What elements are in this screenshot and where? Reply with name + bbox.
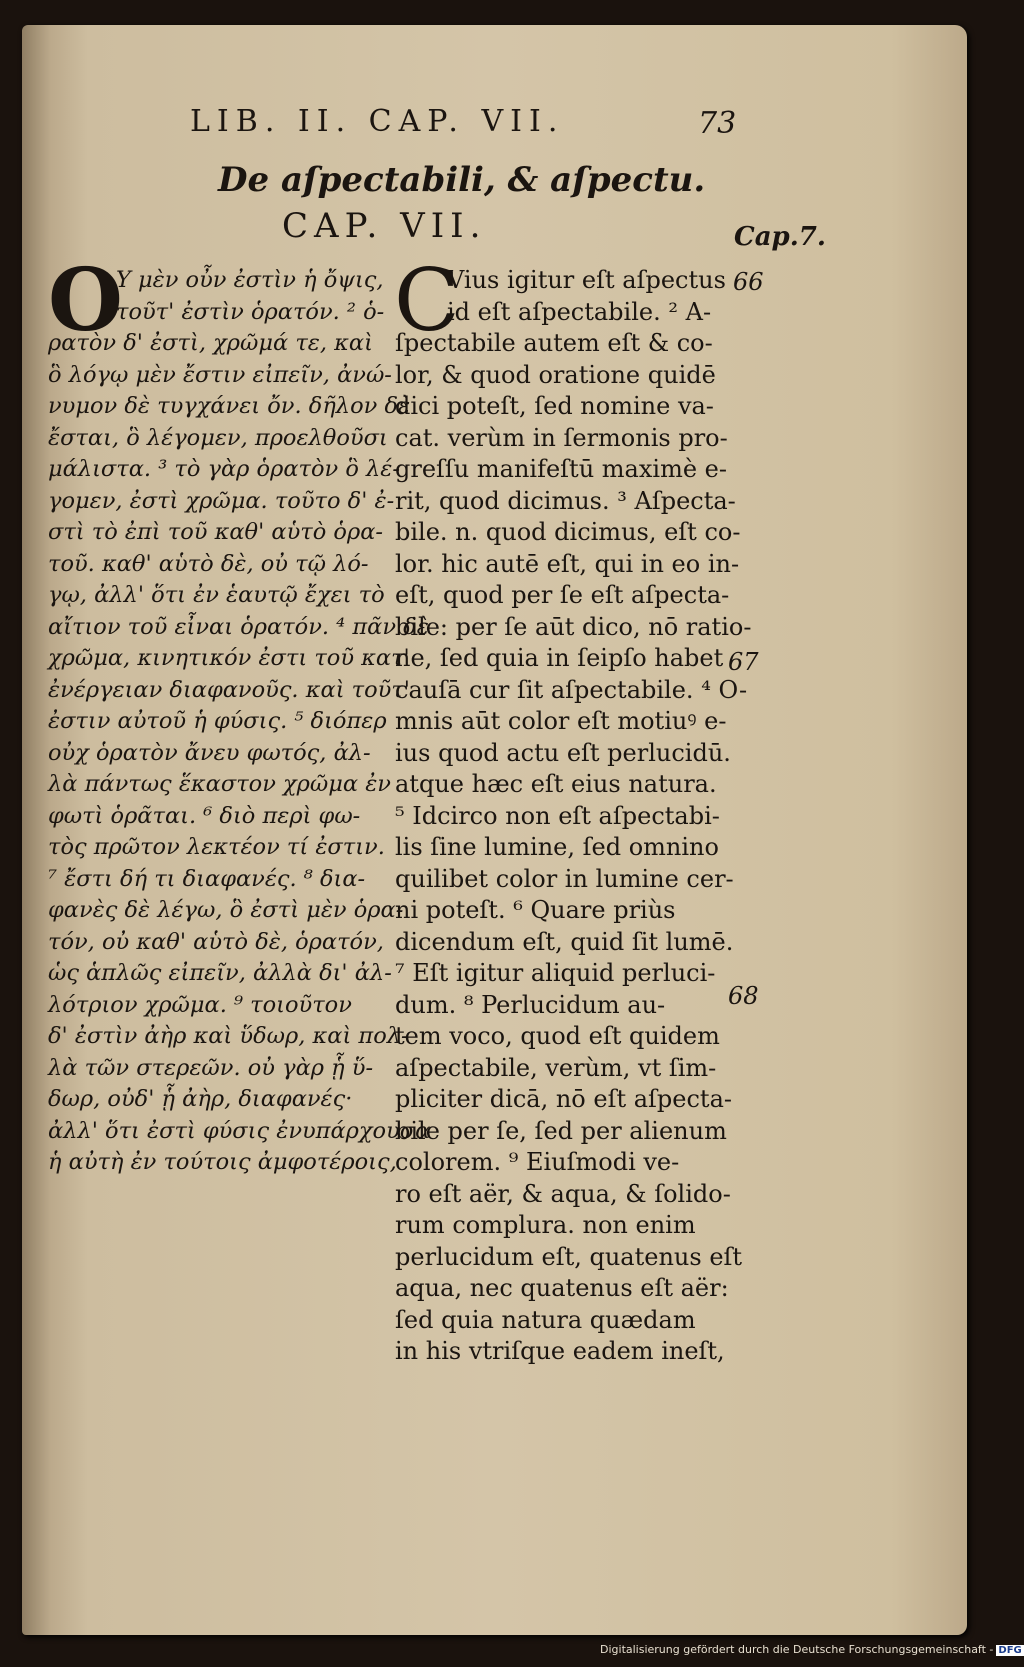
text-line: ne, ſed quia in ſeipſo habet (395, 644, 724, 672)
text-line: λὰ πάντως ἕκαστον χρῶμα ἐν (48, 771, 391, 797)
margin-number: 68 (728, 982, 759, 1010)
dfg-logo: DFG (998, 1645, 1022, 1656)
margin-chapter-note: Cap.7. (734, 222, 826, 252)
text-line: ⁷ ἔστι δή τι διαφανές. ⁸ δια- (48, 865, 366, 892)
latin-dropcap: C (394, 251, 460, 351)
text-line: eſt, quod per ſe eſt aſpecta- (395, 581, 730, 609)
digitization-stamp (600, 1643, 1024, 1656)
text-line: aqua, nec quatenus eſt aër: (395, 1274, 729, 1302)
text-line: ius quod actu eſt perlucidū. (395, 738, 731, 767)
text-line: cauſā cur ſit aſpectabile. ⁴ O- (395, 675, 748, 704)
running-head: LIB. II. CAP. VII. (190, 104, 565, 139)
margin-number: 66 (733, 268, 764, 296)
text-line: in his vtriſque eadem ineſt, (395, 1337, 725, 1365)
text-line: ni poteſt. ⁶ Quare priùs (395, 896, 676, 924)
text-line: μάλιστα. ³ τὸ γὰρ ὁρατὸν ὃ λέ- (48, 456, 400, 482)
text-line: γομεν, ἐστὶ χρῶμα. τοῦτο δ' ἐ- (48, 487, 395, 514)
text-line: ⁷ Eſt igitur aliquid perluci- (395, 959, 716, 987)
text-line: pliciter dicā, nō eſt aſpecta- (395, 1085, 732, 1113)
text-line: dum. ⁸ Perlucidum au- (395, 990, 666, 1019)
text-line: τὸς πρῶτον λεκτέον τί ἐστιν. (48, 834, 385, 860)
text-line: perlucidum eſt, quatenus eſt (395, 1242, 743, 1271)
text-line: atque hæc eſt eius natura. (395, 770, 717, 798)
page-number: 73 (698, 106, 737, 141)
text-line: ἔσται, ὃ λέγομεν, προελθοῦσι (48, 424, 388, 451)
text-line: rum complura. non enim (395, 1211, 696, 1239)
text-line: φανὲς δὲ λέγω, ὃ ἐστὶ μὲν ὁρα- (48, 897, 404, 923)
text-line: bile: per ſe aūt dico, nō ratio- (395, 612, 752, 641)
text-line: χρῶμα, κινητικόν ἐστι τοῦ κατ' (48, 645, 410, 671)
text-line: τοῦ. καθ' αὑτὸ δὲ, οὐ τῷ λό- (48, 550, 369, 577)
text-line: greſſu manifeſtū maximè e- (395, 455, 727, 483)
text-line: ſpectabile autem eſt & co- (395, 329, 713, 357)
text-line: dici poteſt, ſed nomine va- (395, 392, 714, 420)
text-line: ⁵ Idcirco non eſt aſpectabi- (395, 801, 720, 830)
section-title: De aſpectabili, & aſpectu. (218, 160, 706, 200)
text-line: bile per ſe, ſed per alienum (395, 1116, 727, 1145)
text-line: φωτὶ ὁρᾶται. ⁶ διὸ περὶ φω- (48, 802, 361, 829)
stamp-text: Digitalisierung gefördert durch die Deutsche Forschungsgemeinschaft - (600, 1643, 994, 1656)
text-line: ἀλλ' ὅτι ἐστὶ φύσις ἐνυπάρχουσα (48, 1117, 431, 1144)
text-line: ſed quia natura quædam (395, 1305, 696, 1334)
text-line: tem voco, quod eſt quidem (395, 1022, 720, 1050)
text-line: νυμον δὲ τυγχάνει ὄν. δῆλον δὲ (48, 393, 411, 419)
text-line: ro eſt aër, & aqua, & ſolido- (395, 1179, 731, 1208)
text-line: lor. hic autē eſt, qui in eo in- (395, 549, 740, 578)
text-line: rit, quod dicimus. ³ Aſpecta- (395, 486, 736, 515)
text-line: dicendum eſt, quid ſit lumē. (395, 927, 734, 956)
text-line: ὡς ἁπλῶς εἰπεῖν, ἀλλὰ δι' ἀλ- (48, 960, 392, 986)
text-line: lis ſine lumine, ſed omnino (395, 833, 719, 861)
text-line: cat. verùm in ſermonis pro- (395, 423, 728, 452)
text-line: ἡ αὐτὴ ἐν τούτοις ἀμφοτέροις, (48, 1149, 397, 1175)
text-line: γῳ, ἀλλ' ὅτι ἐν ἑαυτῷ ἔχει τὸ (48, 582, 385, 608)
text-line: aſpectabile, verùm, vt ſim- (395, 1053, 717, 1082)
chapter-title: CAP. VII. (282, 206, 487, 246)
text-line: quilibet color in lumine cer- (395, 864, 734, 893)
greek-column (48, 265, 431, 1179)
margin-number: 67 (728, 648, 759, 676)
text-line: τόν, οὐ καθ' αὑτὸ δὲ, ὁρατόν, (48, 928, 384, 955)
text-line: id eſt aſpectabile. ² A- (447, 297, 712, 326)
text-line: colorem. ⁹ Eiuſmodi ve- (395, 1148, 680, 1176)
text-line: οὐχ ὁρατὸν ἄνευ φωτός, ἀλ- (48, 739, 371, 766)
text-line: Vius igitur eſt aſpectus (447, 266, 726, 294)
text-line: λὰ τῶν στερεῶν. οὐ γὰρ ᾗ ὕ- (48, 1054, 374, 1081)
text-line: lor, & quod oratione quidē (395, 360, 716, 389)
text-line: τοῦτ' ἐστὶν ὁρατόν. ² ὁ- (116, 298, 385, 325)
text-line: δωρ, οὐδ' ᾗ ἀὴρ, διαφανές· (48, 1086, 353, 1112)
text-line: στὶ τὸ ἐπὶ τοῦ καθ' αὑτὸ ὁρα- (48, 519, 384, 545)
text-line: λότριον χρῶμα. ⁹ τοιοῦτον (48, 991, 352, 1018)
text-line: ἐστιν αὐτοῦ ἡ φύσις. ⁵ διόπερ (48, 708, 387, 734)
text-line: αἴτιον τοῦ εἶναι ὁρατόν. ⁴ πᾶν δὲ (48, 613, 429, 640)
text-line: δ' ἐστὶν ἀὴρ καὶ ὕδωρ, καὶ πολ- (48, 1023, 409, 1049)
greek-dropcap: O (48, 250, 123, 351)
text-line: ρατὸν δ' ἐστὶ, χρῶμά τε, καὶ (48, 330, 373, 356)
text-line: ἐνέργειαν διαφανοῦς. καὶ τοῦτ' (48, 676, 410, 703)
text-line: mnis aūt color eſt motiuꝰ e- (395, 707, 727, 735)
text-line: Υ μὲν οὖν ἐστὶν ἡ ὄψις, (116, 267, 384, 293)
text-line: ὃ λόγῳ μὲν ἔστιν εἰπεῖν, ἀνώ- (48, 361, 392, 388)
text-line: bile. n. quod dicimus, eſt co- (395, 518, 741, 546)
